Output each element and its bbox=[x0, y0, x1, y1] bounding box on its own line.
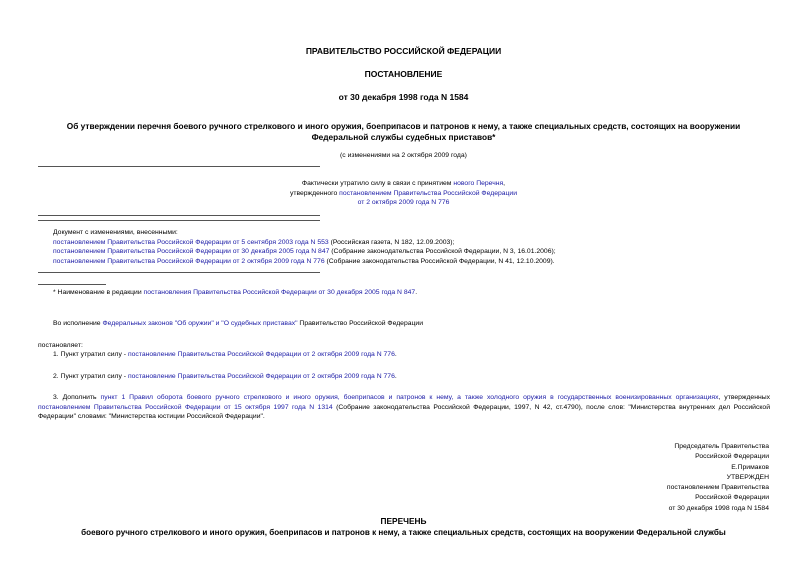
amendment-source: (Собрание законодательства Российской Федерации, N 3, 16.01.2006); bbox=[329, 248, 556, 255]
footnote bbox=[53, 288, 793, 298]
rules-link[interactable]: пункт 1 Правил оборота боевого ручного стрелкового и иного оружия, боеприпасов и патронов к нему, а также холодного оружия в государственных военизированных организациях bbox=[100, 394, 719, 401]
federal-laws-link[interactable]: Федеральных законов "Об оружии" и "О судебных приставах" bbox=[102, 320, 298, 327]
title-line-2: Федеральной службы судебных приставов* bbox=[311, 132, 496, 142]
resolution-1314-link[interactable]: постановлением Правительства Российской Федерации от 15 октября 1997 года N 1314 bbox=[38, 403, 333, 411]
p2-link[interactable]: постановление Правительства Российской Федерации от 2 октября 2009 года N 776 bbox=[127, 373, 395, 380]
amendment-item bbox=[53, 257, 793, 267]
amendments-intro: Документ с изменениями, внесенными: bbox=[53, 229, 178, 236]
approval-line: Российской Федерации bbox=[695, 494, 769, 502]
new-list-link[interactable]: нового Перечня bbox=[453, 180, 504, 187]
p3-text: (Собрание законодательства Российской Федерации, 1997, N 42, ст.4790), после слов: "Министерства внутренних дел Российской Федерации" словами: "Министерства юстиции Российской Федерации". bbox=[38, 403, 771, 420]
list-title: ПЕРЕЧЕНЬ bbox=[380, 516, 427, 526]
amendments-block bbox=[53, 228, 793, 266]
status-block bbox=[0, 179, 807, 208]
approval-line: УТВЕРЖДЕН bbox=[726, 473, 769, 481]
footnote-punct: . bbox=[415, 289, 418, 296]
paragraph-1 bbox=[53, 350, 793, 360]
document-date: от 30 декабря 1998 года N 1584 bbox=[338, 92, 469, 102]
paragraph-3 bbox=[38, 393, 770, 422]
footnote-link[interactable]: постановления Правительства Российской Федерации от 30 декабря 2005 года N 847 bbox=[143, 289, 416, 296]
amendment-note: (с изменениями на 2 октября 2009 года) bbox=[340, 152, 467, 159]
decides-label: постановляет: bbox=[38, 342, 83, 349]
resolution-date-link[interactable]: от 2 октября 2009 года N 776 bbox=[357, 199, 450, 206]
list-subtitle: боевого ручного стрелкового и иного оружия, боеприпасов и патронов к нему, а также специальных средств, состоящих на вооружении Федеральной службы bbox=[81, 528, 726, 537]
p1-link[interactable]: постановление Правительства Российской Федерации от 2 октября 2009 года N 776 bbox=[127, 351, 395, 358]
amendment-link[interactable]: постановлением Правительства Российской Федерации от 30 декабря 2005 года N 847 bbox=[53, 248, 330, 255]
footnote-text: * Наименование в редакции bbox=[53, 289, 144, 296]
status-punct: , bbox=[503, 180, 506, 187]
p1-punct: . bbox=[394, 351, 397, 358]
approval-line: постановлением Правительства bbox=[666, 484, 769, 492]
status-text: утвержденного bbox=[289, 189, 340, 197]
amendment-item bbox=[53, 247, 793, 257]
signature-line: Российской Федерации bbox=[695, 453, 769, 461]
status-line-2 bbox=[0, 189, 807, 199]
divider bbox=[38, 220, 320, 221]
resolution-link[interactable]: постановлением Правительства Российской Федерации bbox=[339, 189, 518, 197]
document-title bbox=[20, 121, 787, 143]
approval-line: от 30 декабря 1998 года N 1584 bbox=[668, 504, 769, 512]
signature-line: Председатель Правительства bbox=[674, 443, 769, 450]
p3-text: , утвержденных bbox=[718, 394, 770, 401]
p2-punct: . bbox=[394, 373, 397, 380]
divider bbox=[38, 215, 320, 216]
status-line-1 bbox=[0, 179, 807, 189]
divider bbox=[38, 166, 320, 167]
body-intro bbox=[53, 319, 793, 329]
amendment-link[interactable]: постановлением Правительства Российской Федерации от 5 сентября 2003 года N 553 bbox=[53, 238, 329, 246]
p2-text: 2. Пункт утратил силу - bbox=[53, 373, 128, 380]
p1-text: 1. Пункт утратил силу - bbox=[53, 351, 128, 358]
status-text: Фактически утратило силу в связи с принятием bbox=[301, 180, 454, 187]
amendment-item bbox=[53, 238, 793, 248]
government-name: ПРАВИТЕЛЬСТВО РОССИЙСКОЙ ФЕДЕРАЦИИ bbox=[305, 46, 502, 56]
paragraph-2 bbox=[53, 372, 793, 382]
divider bbox=[38, 272, 320, 273]
amendment-link[interactable]: постановлением Правительства Российской Федерации от 2 октября 2009 года N 776 bbox=[53, 257, 325, 265]
amendment-source: (Собрание законодательства Российской Федерации, N 41, 12.10.2009). bbox=[324, 257, 555, 265]
footnote-divider bbox=[38, 284, 106, 285]
document-type: ПОСТАНОВЛЕНИЕ bbox=[364, 69, 443, 79]
signature-block bbox=[469, 442, 769, 514]
intro-text: Во исполнение bbox=[53, 320, 103, 327]
p3-text: 3. Дополнить bbox=[53, 394, 101, 401]
title-line-1: Об утверждении перечня боевого ручного стрелкового и иного оружия, боеприпасов и патронов к нему, а также специальных средств, состоящих на вооружении bbox=[66, 121, 741, 131]
intro-end: Правительство Российской Федерации bbox=[297, 320, 424, 327]
amendment-source: (Российская газета, N 182, 12.09.2003); bbox=[328, 238, 455, 246]
signature-line: Е.Примаков bbox=[731, 463, 769, 471]
